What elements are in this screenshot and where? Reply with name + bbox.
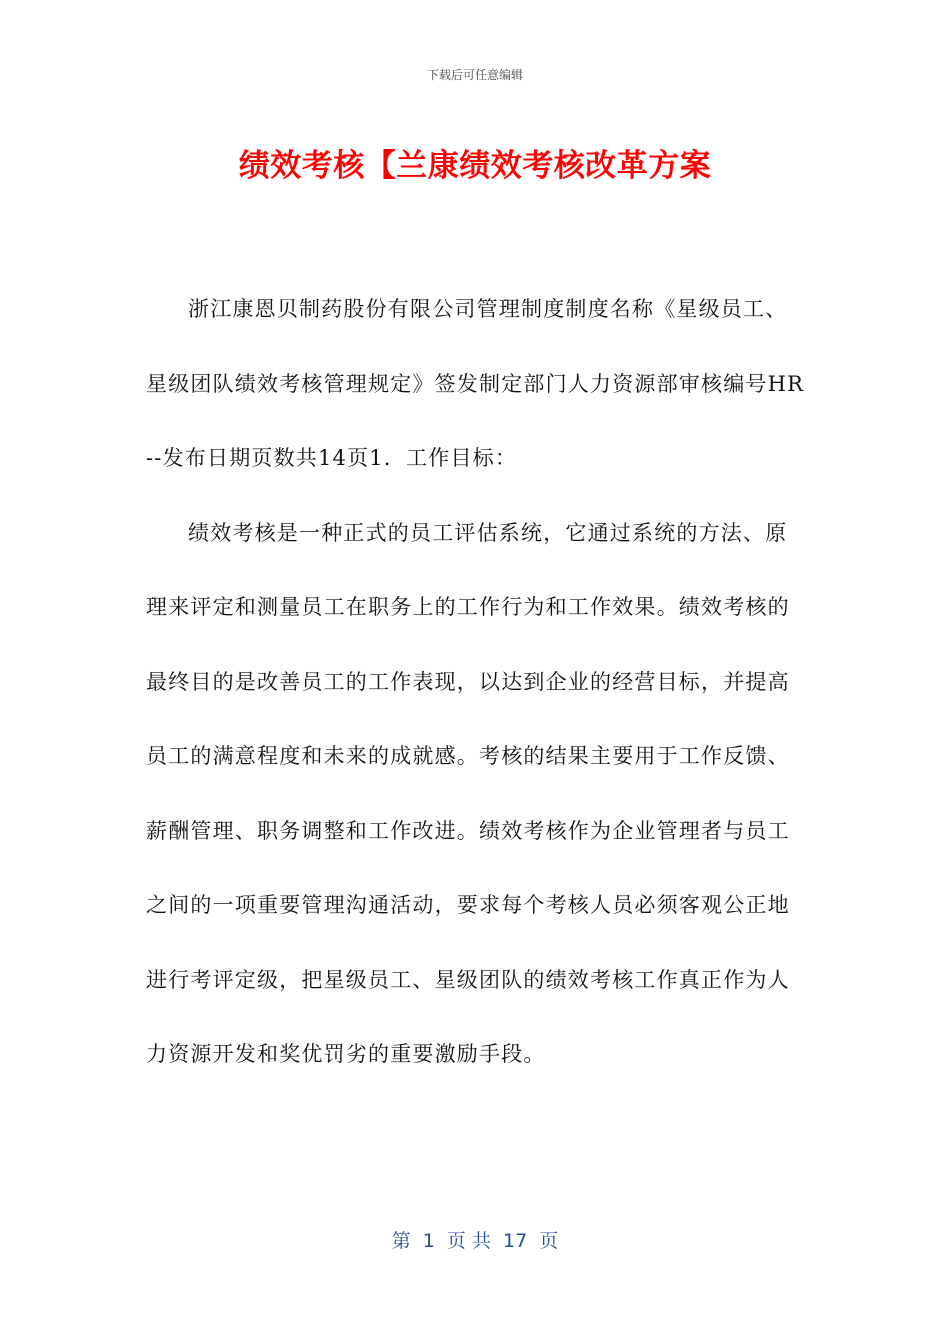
- paragraph-2: 绩效考核是一种正式的员工评估系统，它通过系统的方法、原理来评定和测量员工在职务上的工作行为和工作效果。绩效考核的最终目的是改善员工的工作表现，以达到企业的经营目标，并提高员工的满意程度和未来的成就感。考核的结果主要用于工作反馈、薪酬管理、职务调整和工作改进。绩效考核作为企业管理者与员工之间的一项重要管理沟通活动，要求每个考核人员必须客观公正地进行考评定级，把星级员工、星级团队的绩效考核工作真正作为人力资源开发和奖优罚劣的重要激励手段。: [146, 520, 790, 1066]
- paragraph-1: 浙江康恩贝制药股份有限公司管理制度制度名称《星级员工、星级团队绩效考核管理规定》签发制定部门人力资源部审核编号HR--发布日期页数共14页1．工作目标：: [146, 297, 805, 470]
- document-title: 绩效考核【兰康绩效考核改革方案: [238, 148, 712, 184]
- document-body: [146, 272, 806, 1092]
- page-footer: 第 1 页 共 17 页: [391, 1230, 559, 1252]
- header-note: 下载后可任意编辑: [426, 68, 523, 82]
